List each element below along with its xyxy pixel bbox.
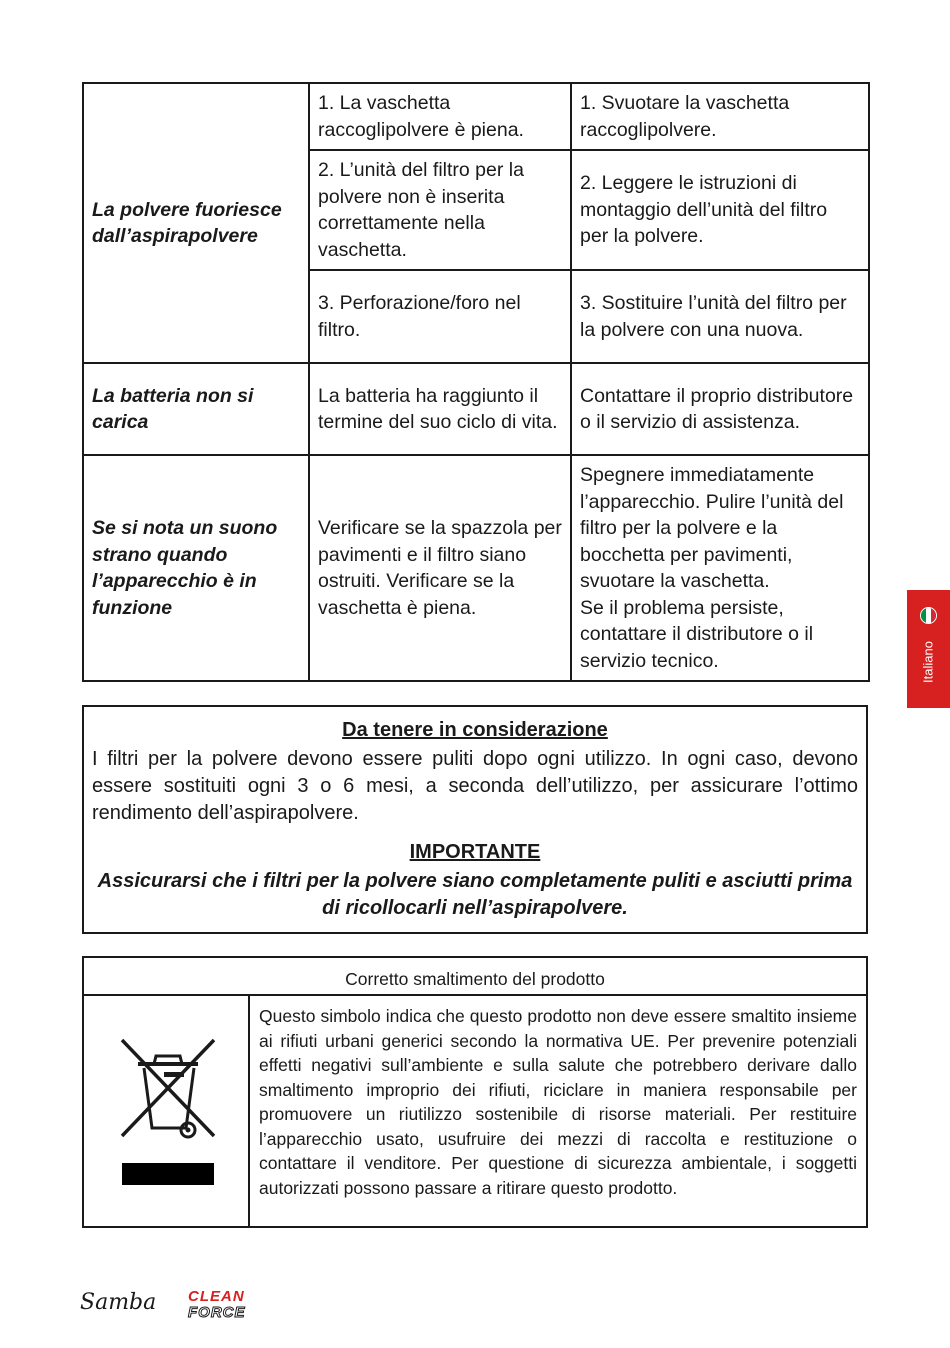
solution-cell: 1. Svuotare la vaschetta raccoglipolvere. <box>571 83 869 150</box>
language-label: Italiano <box>920 641 936 683</box>
brand-logo <box>80 1286 280 1326</box>
consideration-title: Da tenere in considerazione <box>342 719 608 741</box>
cause-cell: Verificare se la spazzola per pavimenti e il filtro siano ostruiti. Verificare se la vaschetta è piena. <box>309 455 571 681</box>
table-row <box>83 363 869 455</box>
disposal-box <box>82 956 868 1228</box>
table-row <box>83 455 869 681</box>
force-logo-text: FORCE <box>188 1304 246 1321</box>
consideration-box <box>82 705 868 934</box>
important-title: IMPORTANTE <box>409 841 541 863</box>
cause-cell: 2. L’unità del filtro per la polvere non è inserita correttamente nella vaschetta. <box>309 150 571 270</box>
samba-logo-text: Samba <box>80 1290 157 1315</box>
disposal-icon-cell <box>84 996 250 1228</box>
crossed-out-wheelie-bin-icon <box>120 1036 216 1148</box>
solution-cell: 2. Leggere le istruzioni di montaggio dell’unità del filtro per la polvere. <box>571 150 869 270</box>
troubleshooting-table <box>82 82 870 682</box>
disposal-title: Corretto smaltimento del prodotto <box>84 958 866 996</box>
consideration-text: I filtri per la polvere devono essere puliti dopo ogni utilizzo. In ogni caso, devono essere sostituiti ogni 3 o 6 mesi, a seconda dell’utilizzo, per assicurare l’ottimo rendimento dell’aspirapolvere. <box>92 748 858 824</box>
bin-underline-bar <box>122 1163 214 1185</box>
table-row <box>83 83 869 150</box>
problem-cell: Se si nota un suono strano quando l’apparecchio è in funzione <box>83 455 309 681</box>
important-text: Assicurarsi che i filtri per la polvere siano completamente puliti e asciutti prima di ricollocarli nell’aspirapolvere. <box>97 870 853 919</box>
cause-cell: 1. La vaschetta raccoglipolvere è piena. <box>309 83 571 150</box>
cause-cell: 3. Perforazione/foro nel filtro. <box>309 270 571 363</box>
clean-logo-text: CLEAN <box>188 1288 245 1305</box>
problem-cell: La batteria non si carica <box>83 363 309 455</box>
cause-cell: La batteria ha raggiunto il termine del suo ciclo di vita. <box>309 363 571 455</box>
problem-cell: La polvere fuoriesce dall’aspirapolvere <box>83 83 309 363</box>
solution-cell: Contattare il proprio distributore o il servizio di assistenza. <box>571 363 869 455</box>
language-tab[interactable] <box>907 590 950 708</box>
solution-cell: Spegnere immediatamente l’apparecchio. Pulire l’unità del filtro per la polvere e la bocchetta per pavimenti, svuotare la vaschetta. Se il problema persiste, contattare il distributore o il servizio tecnico. <box>571 455 869 681</box>
disposal-text: Questo simbolo indica che questo prodotto non deve essere smaltito insieme ai rifiuti urbani generici secondo la normativa UE. Per prevenire potenziali effetti negativi sull’ambiente e sulla salute che potrebbero derivare dallo smaltimento improprio dei rifiuti, riciclare in maniera responsabile per promuovere un riutilizzo sostenibile di risorse materiali. Per restituire l’apparecchio usato, usufruire dei mezzi di raccolta e restituzione o contattare il venditore. Per questione di sicurezza ambientale, i soggetti autorizzati possono passare a ritirare questo prodotto. <box>259 1006 857 1198</box>
italian-flag-icon <box>920 607 937 624</box>
solution-cell: 3. Sostituire l’unità del filtro per la polvere con una nuova. <box>571 270 869 363</box>
